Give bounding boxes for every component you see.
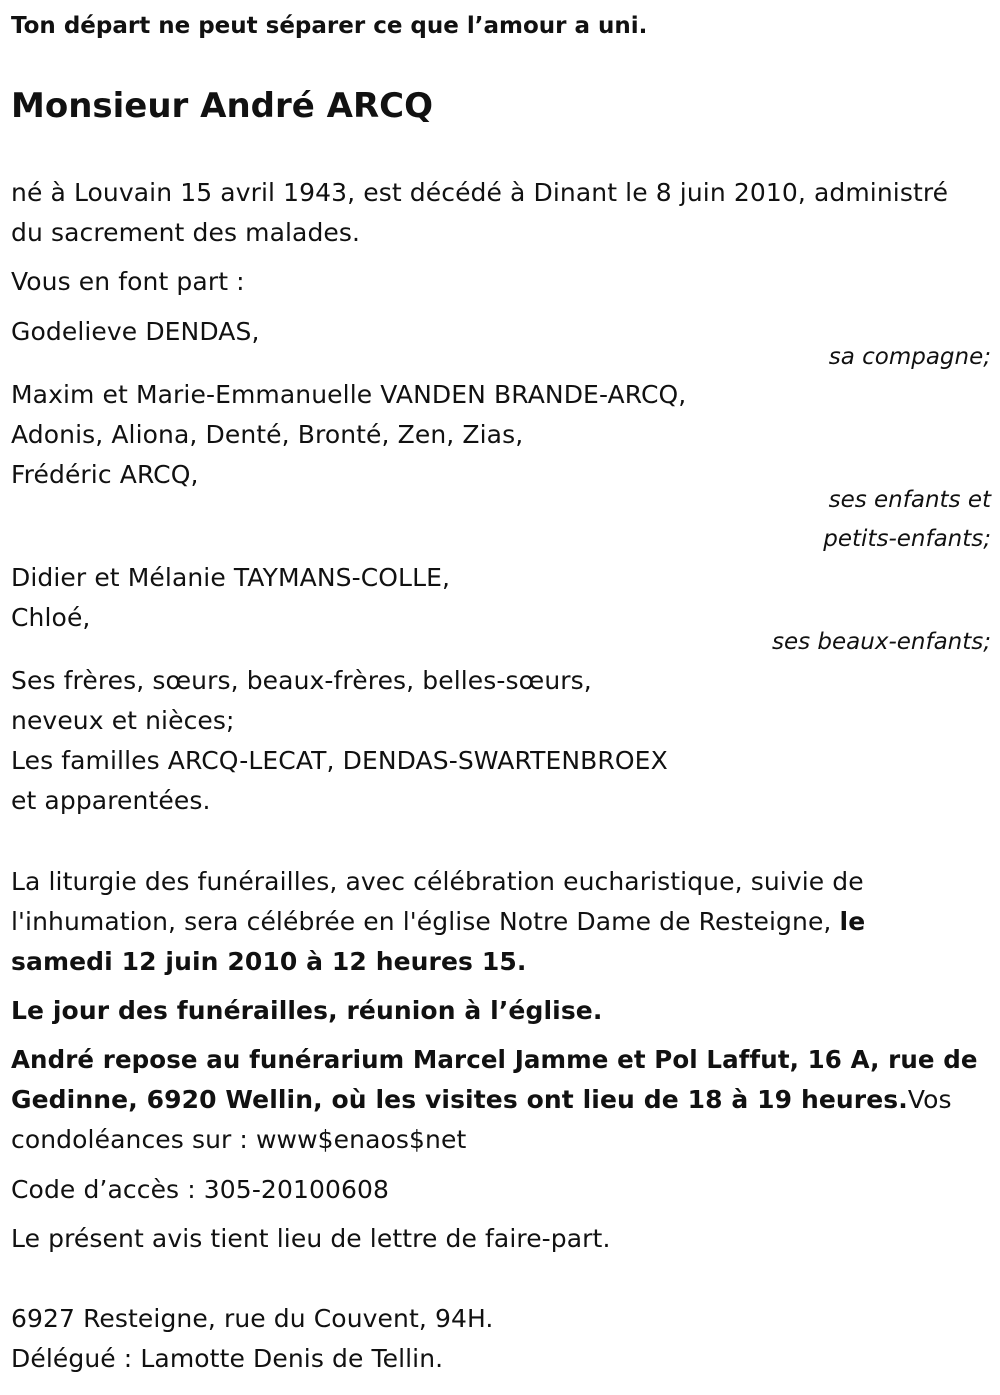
access-code: Code d’accès : 305-20100608: [11, 1175, 389, 1204]
intro-line-1: né à Louvain 15 avril 1943, est décédé à Dinant le 8 juin 2010, administré: [11, 178, 949, 207]
funeral-home-line-2: [11, 1080, 952, 1120]
liturgy-date: samedi 12 juin 2010 à 12 heures 15.: [11, 947, 527, 976]
announce-text: Vous en font part :: [11, 267, 245, 296]
relatives-line-3: Les familles ARCQ-LECAT, DENDAS-SWARTENBROEX: [11, 746, 668, 775]
delegate-text: Délégué : Lamotte Denis de Tellin.: [11, 1344, 444, 1373]
condolences-line: condoléances sur : www$enaos$net: [11, 1125, 467, 1154]
liturgy-line-2-bold: le: [839, 907, 866, 936]
liturgy-line-1: La liturgie des funérailles, avec célébration eucharistique, suivie de: [11, 867, 864, 896]
liturgy-line-2-text: l'inhumation, sera célébrée en l'église Notre Dame de Resteigne,: [11, 907, 840, 936]
funeral-home-line-2-bold: Gedinne, 6920 Wellin, où les visites ont lieu de 18 à 19 heures.: [11, 1085, 908, 1114]
liturgy-line-2: [11, 902, 865, 942]
address-text: 6927 Resteigne, rue du Couvent, 94H.: [11, 1304, 494, 1333]
epigraph: Ton départ ne peut séparer ce que l’amour a uni.: [11, 13, 648, 39]
intro-line-2: du sacrement des malades.: [11, 218, 361, 247]
funeral-home-line-1: André repose au funérarium Marcel Jamme et Pol Laffut, 16 A, rue de: [11, 1045, 978, 1074]
relatives-line-4: et apparentées.: [11, 786, 211, 815]
relatives-line-1: Ses frères, sœurs, beaux-frères, belles-sœurs,: [11, 666, 592, 695]
children-role-2: petits-enfants;: [823, 526, 991, 552]
children-line-2: Adonis, Aliona, Denté, Bronté, Zen, Zias,: [11, 420, 524, 449]
children-line-3: Frédéric ARCQ,: [11, 460, 199, 489]
companion-name: Godelieve DENDAS,: [11, 317, 260, 346]
step-children-line-1: Didier et Mélanie TAYMANS-COLLE,: [11, 563, 451, 592]
deceased-name: Monsieur André ARCQ: [11, 86, 434, 126]
children-role-1: ses enfants et: [828, 487, 991, 513]
relatives-line-2: neveux et nièces;: [11, 706, 235, 735]
notice-text: Le présent avis tient lieu de lettre de faire-part.: [11, 1224, 611, 1253]
funeral-home-line-2-text: Vos: [907, 1085, 952, 1114]
children-line-1: Maxim et Marie-Emmanuelle VANDEN BRANDE-ARCQ,: [11, 380, 687, 409]
meeting-info: Le jour des funérailles, réunion à l’église.: [11, 996, 603, 1025]
step-children-role: ses beaux-enfants;: [771, 629, 991, 655]
step-children-line-2: Chloé,: [11, 603, 91, 632]
companion-role: sa compagne;: [828, 344, 991, 370]
